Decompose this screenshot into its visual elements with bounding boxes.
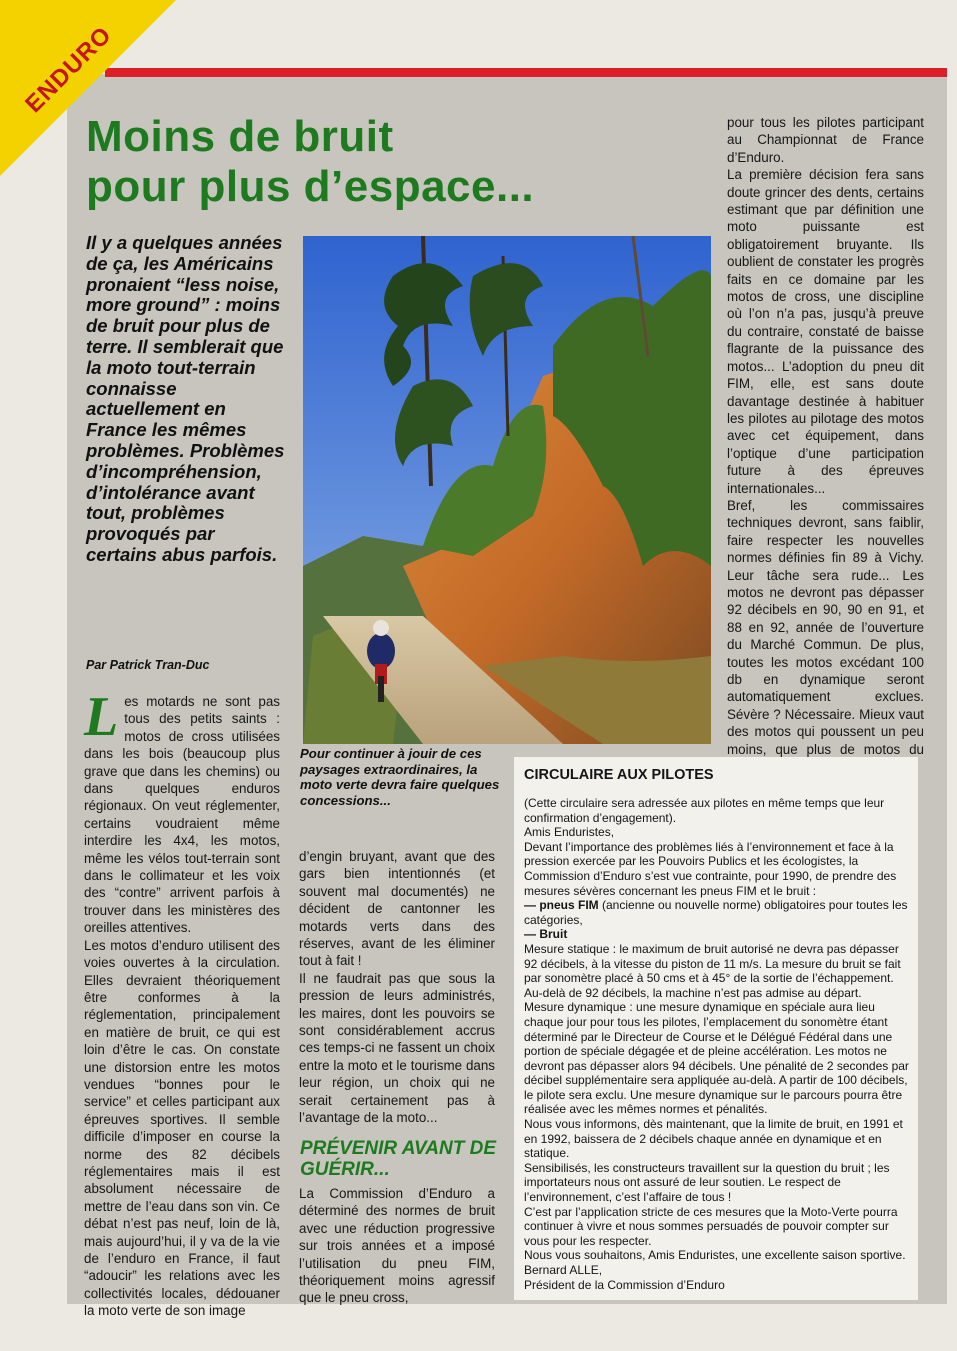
subheading: PRÉVENIR AVANT DE GUÉRIR... bbox=[300, 1138, 497, 1180]
box-title: CIRCULAIRE AUX PILOTES bbox=[524, 767, 714, 783]
byline: Par Patrick Tran-Duc bbox=[86, 658, 210, 672]
box-p4 bbox=[524, 898, 910, 927]
photo-caption: Pour continuer à jouir de ces paysages extraordinaires, la moto verte devra faire quelques concessions... bbox=[300, 746, 500, 808]
box-p13: Président de la Commission d’Enduro bbox=[524, 1277, 725, 1292]
box-p4-text: (ancienne ou nouvelle norme) obligatoires pour toutes les catégories, bbox=[524, 898, 908, 927]
section-tag: ENDURO bbox=[20, 21, 118, 119]
article-title bbox=[86, 112, 706, 212]
box-p8: Nous vous informons, dès maintenant, que la limite de bruit, en 1991 et en 1992, baissera de 2 décibels chaque année en dynamique et en statique. bbox=[524, 1117, 903, 1161]
title-line-1: Moins de bruit bbox=[86, 112, 394, 161]
body-column-3 bbox=[727, 114, 924, 775]
body-column-2 bbox=[299, 848, 495, 1127]
box-p10: C’est par l’application stricte de ces mesures que la Moto-Verte pourra continuer à vivre et nous sommes persuadés de pouvoir compter sur vous pour les respecter. bbox=[524, 1204, 898, 1248]
photo-illustration bbox=[303, 236, 711, 744]
col3-paragraph-1: pour tous les pilotes participant au Championnat de France d’Enduro. bbox=[727, 115, 924, 165]
col3-paragraph-2: La première décision fera sans doute grincer des dents, certains estimant que par définition une moto puissante est obligatoirement bruyante. Ils oublient de constater les progrès faits en ce domaine par les motos de cross, une discipline où l’on n’a pas, jusqu’à preuve du contraire, constaté de baisse flagrante de la puissance des motos... L’adoption du pneu dit FIM, elle, est sans doute davantage destinée à habituer les pilotes au pilotage des motos avec cet équipement, dans l’optique d’une participation future à des épreuves internationales... bbox=[727, 167, 924, 496]
col1-paragraph-1-text: es motards ne sont pas tous des petits saints : motos de cross utilisées dans les bois (beaucoup plus grave que dans les chemins) ou dans quelques enduros régionaux. On veut réglementer, certains voudraient même interdire les 4x4, les motos, même les vélos tout-terrain sont dans le collimateur et les voix des “contre” arrivent parfois à trouver dans les ministères des oreilles attentives. bbox=[84, 694, 280, 936]
box-p9: Sensibilisés, les constructeurs travaillent sur la question du bruit ; les importateurs nous ont assuré de leur soutien. Le respect de l’environnement, c’est l’affaire de tous ! bbox=[524, 1160, 890, 1205]
col1-paragraph-1 bbox=[84, 686, 280, 937]
col2-paragraph-2: Il ne faudrait pas que sous la pression de leurs administrés, les maires, dont les pouvoirs se sont considérablement accrus ces temps-ci ne fassent un choix entre la moto et le tourisme dans leur région, un choix qui ne serait certainement pas à l’avantage de la moto... bbox=[299, 970, 495, 1126]
title-line-2: pour plus d’espace... bbox=[86, 162, 535, 211]
col1-paragraph-2: Les motos d’enduro utilisent des voies ouvertes à la circulation. Elles devraient théoriquement être conformes à la réglementation, principalement en matière de bruit, ce qui est loin d’être le cas. On constate une distorsion entre les motos vendues “bonnes pour le service” et celles participant aux épreuves sportives. Il semble difficile d’imposer en course la norme des 82 décibels réglementaires mais il est absolument nécessaire de mettre de l’eau dans son vin. Ce débat n’est pas neuf, loin de là, mais aujourd’hui, il y va de la vie de l’enduro en France, il faut “adoucir” les relations avec les collectivités locales, dédouaner la moto verte de son image bbox=[84, 937, 280, 1319]
box-p5-bold: — Bruit bbox=[524, 927, 568, 942]
box-p2: Amis Enduristes, bbox=[524, 825, 615, 840]
article-intro: Il y a quelques années de ça, les Américains pronaient “less noise, more ground” : moins de bruit pour plus de terre. Il semblerait que la moto tout-terrain connaisse actuellement en France les mêmes problèmes. Problèmes d’incompréhension, d’intolérance avant tout, problèmes provoqués par certains abus parfois. bbox=[86, 232, 285, 565]
body-column-2-bottom bbox=[299, 1185, 495, 1307]
col3-paragraph-3: Bref, les commissaires techniques devront, sans faiblir, faire respecter les nouvelles normes définies fin 89 à Vichy. Leur tâche sera rude... Les motos ne devront pas dépasser 92 décibels en 90, 90 en 91, et 88 en 92, année de l’ouverture du Marché Commun. De plus, toutes les motos excédant 100 db en dynamique seront automatiquement exclues. Sévère ? Nécessaire. Mieux vaut des motos qui poussent un peu moins, que plus de motos du bbox=[727, 497, 924, 757]
circular-box bbox=[514, 757, 918, 1300]
box-p3: Devant l’importance des problèmes liés à l’environnement et face à la pression exercée par les Pouvoirs Publics et les écologistes, la Commission d’Enduro s’est vue contrainte, pour 1990, de prendre des mesures sévères concernant les pneus FIM et le bruit : bbox=[524, 839, 897, 898]
box-p4-bold: — pneus FIM bbox=[524, 898, 599, 913]
drop-cap: L bbox=[84, 686, 119, 748]
body-column-1 bbox=[84, 686, 280, 1320]
box-p7: Mesure dynamique : une mesure dynamique en spéciale aura lieu chaque jour pour tous les pilotes, l’emplacement du sonomètre étant déterminé par le Directeur de Course et le Délégué Fédéral dans une portion de spéciale dégagée et de pleine accélération. Les motos ne devront pas dépasser alors 94 décibels. Une pénalité de 2 secondes par décibel supplémentaire sera appliquée au-delà. A partir de 100 décibels, le pilote sera exclu. Une mesure dynamique sur le parcours pourra être réalisée avec les mêmes normes et pénalités. bbox=[524, 1000, 909, 1117]
box-p12: Bernard ALLE, bbox=[524, 1263, 603, 1277]
red-header-bar bbox=[105, 68, 947, 77]
col2b-paragraph: La Commission d’Enduro a déterminé des normes de bruit avec une réduction progressive sur trois années et a imposé l’utilisation du pneu FIM, théoriquement moins agressif que le pneu cross, bbox=[299, 1186, 495, 1306]
box-p6: Mesure statique : le maximum de bruit autorisé ne devra pas dépasser 92 décibels, à la vitesse du piston de 11 m/s. La mesure du bruit se fait par sonomètre placé à 50 cms et à 45° de la sortie de l’échappement. Au-delà de 92 décibels, la machine n’est pas admise au départ. bbox=[524, 941, 901, 1000]
box-p1: (Cette circulaire sera adressée aux pilotes en même temps que leur confirmation d’engagement). bbox=[524, 796, 885, 825]
landscape-photo bbox=[303, 236, 711, 744]
box-p11: Nous vous souhaitons, Amis Enduristes, une excellente saison sportive. bbox=[524, 1248, 906, 1263]
col2-paragraph-1: d’engin bruyant, avant que des gars bien intentionnés (et souvent mal documentés) ne décident de cantonner les motards verts dans des réserves, avant de les éliminer tout à fait ! bbox=[299, 849, 495, 969]
box-p5 bbox=[524, 927, 910, 942]
